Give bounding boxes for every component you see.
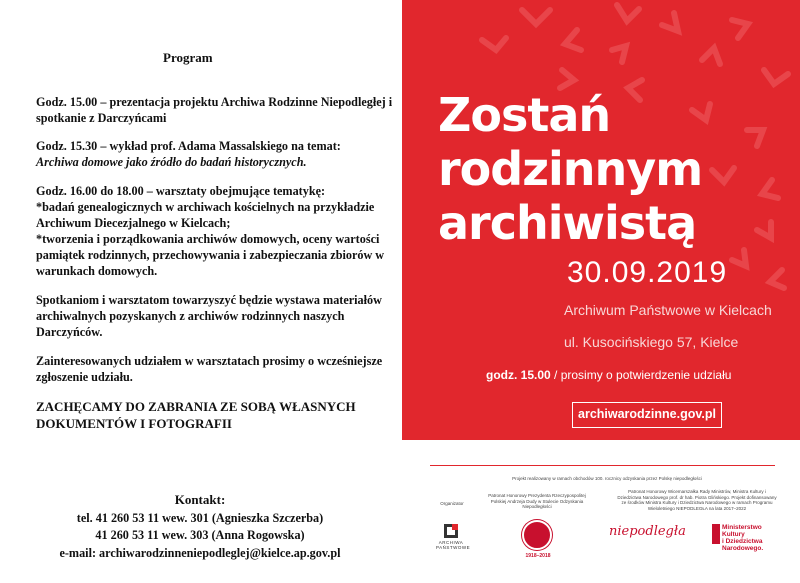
headline-line-1: Zostań	[438, 88, 611, 142]
item3-line-1: *badań genealogicznych w archiwach kościelnych na przykładzie Archiwum Diecezjalnego w Kielcach;	[36, 200, 375, 230]
program-title: Program	[163, 50, 213, 65]
contact-email: e-mail: archiwarodzinneniepodleglej@kielce.ap.gov.pl	[59, 546, 341, 560]
divider	[430, 465, 775, 466]
item3-text: – warsztaty obejmujące tematykę:	[143, 184, 326, 198]
event-date: 30.09.2019	[567, 256, 728, 289]
ministry-line-3: i Dziedzictwa	[722, 538, 763, 545]
archiwa-panstwowe-logo	[436, 524, 471, 550]
item3-line-2: *tworzenia i porządkowania archiwów domowych, oceny wartości pamiątek rodzinnych, przechowywania i zabezpieczania zbiorów w warunkach domowych.	[36, 232, 385, 278]
headline-line-3: archiwistą	[438, 196, 697, 250]
event-place: Archiwum Państwowe w Kielcach	[564, 302, 772, 318]
patronage-president: Patronat Honorowy Prezydenta Rzeczypospolitej Polskiej Andrzeja Dudy w Stulecie Odzyskania Niepodległości	[488, 493, 586, 509]
item3-time: Godz. 16.00 do 18.00	[36, 184, 144, 198]
archiwa-icon	[444, 524, 458, 538]
program-item-2	[36, 138, 396, 170]
website-link[interactable]: archiwarodzinne.gov.pl	[572, 402, 722, 428]
ministry-line-1: Ministerstwo	[722, 524, 762, 531]
event-time-rest: / prosimy o potwierdzenie udziału	[550, 368, 732, 382]
archiwa-logo-text: ARCHIWA PAŃSTWOWE	[436, 540, 471, 550]
contact-phone-1: tel. 41 260 53 11 wew. 301 (Agnieszka Szczerba)	[76, 511, 324, 525]
independence-seal-icon	[522, 520, 552, 550]
poster-panel	[402, 0, 800, 440]
call-to-action-text: ZACHĘCAMY DO ZABRANIA ZE SOBĄ WŁASNYCH DOKUMENTÓW I FOTOGRAFII	[36, 399, 356, 431]
headline	[438, 88, 702, 250]
call-to-action	[36, 398, 396, 432]
item1-time: Godz. 15.00	[36, 95, 98, 109]
organizer-label: Organizator	[440, 501, 464, 506]
exhibition-note	[36, 292, 396, 340]
item2-text: – wykład prof. Adama Massalskiego na temat:	[97, 139, 341, 153]
seal-years: 1918–2018	[525, 553, 551, 559]
contact-title: Kontakt:	[174, 492, 226, 507]
exhibition-text: Spotkaniom i warsztatom towarzyszyć będzie wystawa materiałów archiwalnych pozyskanych z archiwów rodzinnych naszych Darczyńców.	[36, 293, 382, 339]
niepodlegla-logo: niepodległa	[609, 524, 686, 539]
event-time-bold: godz. 15.00	[486, 368, 551, 382]
ministry-emblem-icon	[712, 524, 720, 544]
contact-phone-2: 41 260 53 11 wew. 303 (Anna Rogowska)	[95, 528, 305, 542]
program-item-3	[36, 183, 396, 279]
event-time	[486, 368, 731, 382]
registration-text: Zainteresowanych udziałem w warsztatach prosimy o wcześniejsze zgłoszenie udziału.	[36, 354, 383, 384]
partners-strip	[402, 440, 800, 583]
event-address: ul. Kusocińskiego 57, Kielce	[564, 334, 739, 350]
ministry-line-2: Kultury	[722, 531, 745, 538]
item1-text: – prezentacja projektu Archiwa Rodzinne Niepodległej i spotkanie z Darczyńcami	[36, 95, 393, 125]
patronage-ministry: Patronat Honorowy Wicemarszałka Rady Ministrów, Ministra Kultury i Dziedzictwa Narodowego prof. dr hab. Piotra Glińskiego. Projekt dofinansowany ze środków Ministra Kultury i Dziedzictwa Narodowego w ramach Programu Wieloletniego NIEPODLEGŁA na lata 2017–2022	[617, 489, 777, 511]
ministry-line-4: Narodowego.	[722, 545, 764, 552]
program-item-1	[36, 94, 396, 126]
item2-time: Godz. 15.30	[36, 139, 98, 153]
item2-lecture-title: Archiwa domowe jako źródło do badań historycznych.	[36, 155, 307, 169]
headline-line-2: rodzinnym	[438, 142, 703, 196]
registration-note	[36, 353, 396, 385]
project-note: Projekt realizowany w ramach obchodów 100. rocznicy odzyskania przez Polskę niepodległości	[512, 476, 702, 481]
ministry-logo	[712, 524, 763, 552]
